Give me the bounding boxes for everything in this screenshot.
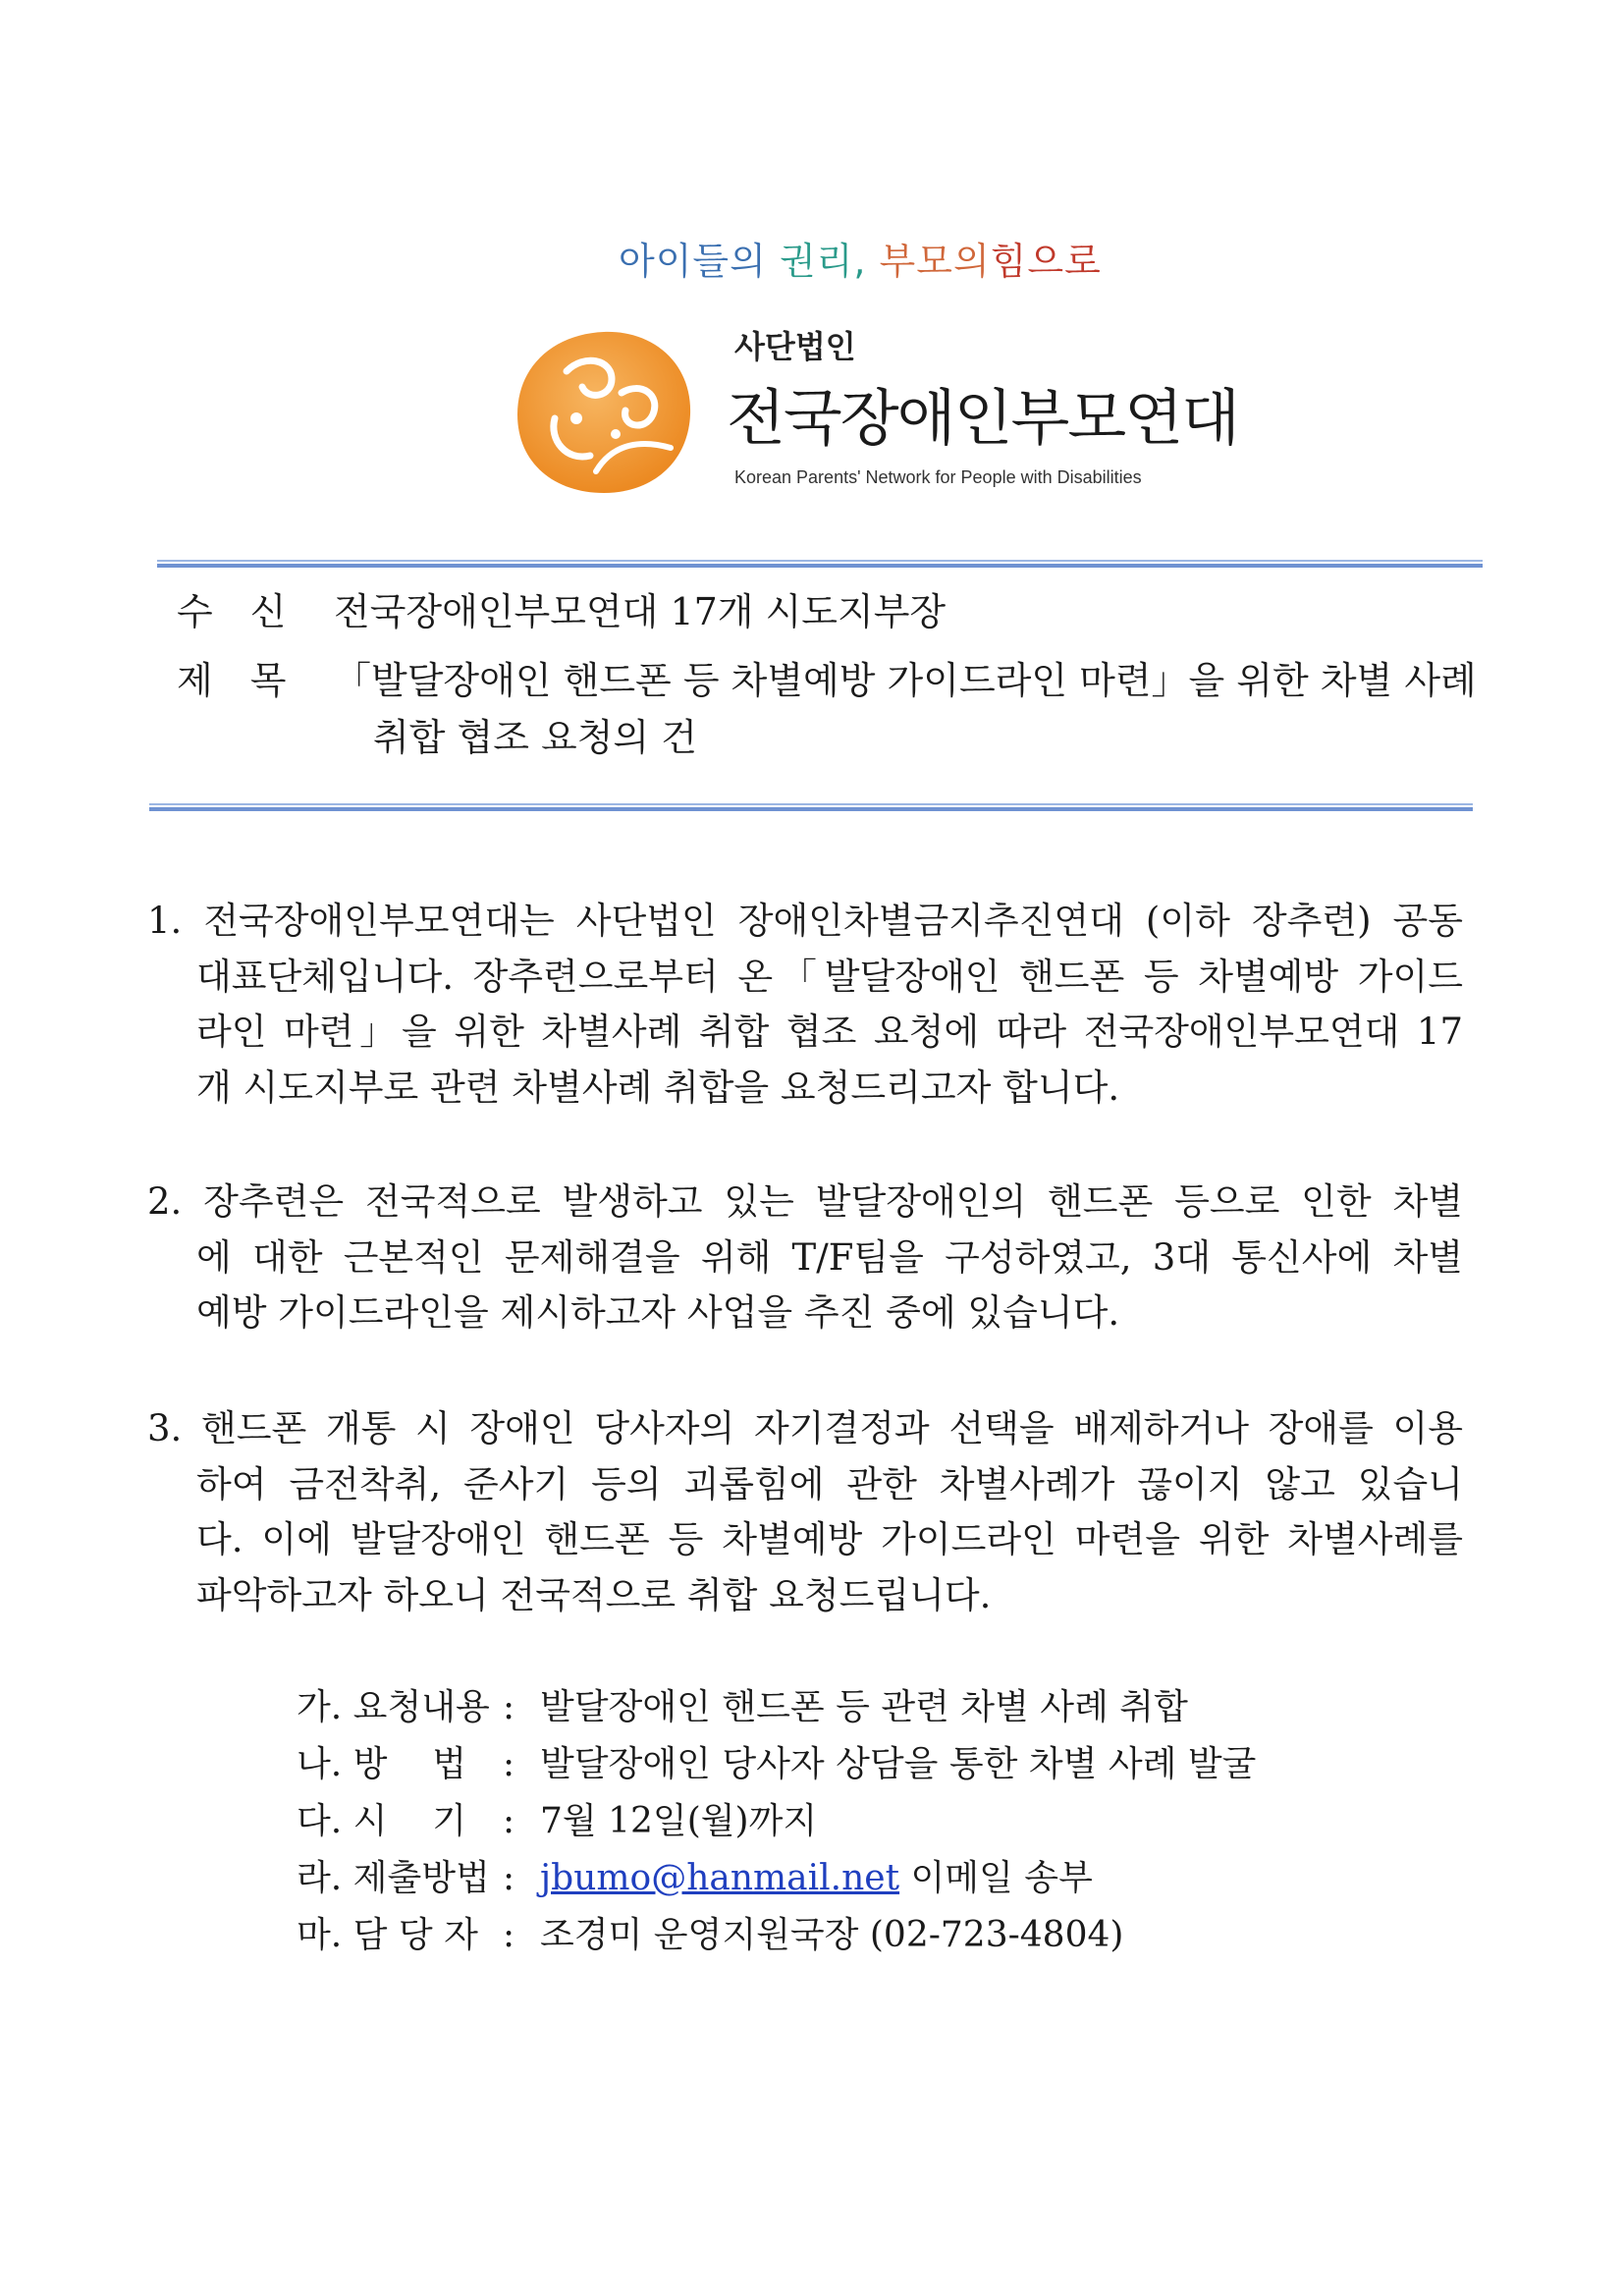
organization-logo-icon — [506, 324, 702, 501]
slogan-part-4: 힘으로 — [990, 240, 1102, 283]
recipient-value: 전국장애인부모연대 17개 시도지부장 — [334, 590, 947, 633]
detail-value: 발달장애인 핸드폰 등 관련 차별 사례 취합 — [540, 1687, 1188, 1727]
paragraph-line: 개 시도지부로 관련 차별사례 취합을 요청드리고자 합니다. — [196, 1066, 1120, 1109]
org-name: 전국장애인부모연대 — [727, 382, 1239, 454]
subject-value-line-2: 취합 협조 요청의 건 — [373, 716, 697, 759]
detail-separator: : — [503, 1687, 515, 1727]
paragraph-line: 파악하고자 하오니 전국적으로 취합 요청드립니다. — [196, 1573, 992, 1616]
slogan-part-1: 아이들의 — [619, 240, 767, 283]
header-divider-bottom — [149, 803, 1473, 811]
body-paragraph-3 — [147, 1401, 1463, 1623]
slogan — [619, 231, 1102, 285]
detail-separator: : — [503, 1858, 515, 1898]
detail-separator: : — [503, 1915, 515, 1955]
detail-row-contact — [297, 1907, 1256, 1964]
slogan-part-3: 부모의 — [879, 240, 991, 283]
header-divider-top — [157, 560, 1483, 568]
detail-value: 조경미 운영지원국장 (02-723-4804) — [540, 1915, 1124, 1955]
slogan-part-2: 권리, — [779, 240, 867, 283]
recipient-label: 수신 — [177, 590, 324, 633]
detail-row-request — [297, 1679, 1256, 1736]
paragraph-line: 2. 장추련은 전국적으로 발생하고 있는 발달장애인의 핸드폰 등으로 인한 차별 — [147, 1180, 1463, 1223]
paragraph-line: 예방 가이드라인을 제시하고자 사업을 추진 중에 있습니다. — [196, 1291, 1120, 1334]
org-type: 사단법인 — [734, 328, 856, 365]
detail-value: 이메일 송부 — [910, 1858, 1093, 1898]
submission-email-link[interactable]: jbumo@hanmail.net — [540, 1858, 900, 1898]
subject-value-line-1: 「발달장애인 핸드폰 등 차별예방 가이드라인 마련」을 위한 차별 사례 — [334, 659, 1477, 702]
detail-value: 발달장애인 당사자 상담을 통한 차별 사례 발굴 — [540, 1744, 1257, 1784]
paragraph-line: 대표단체입니다. 장추련으로부터 온「발달장애인 핸드폰 등 차별예방 가이드 — [196, 955, 1463, 998]
detail-key: 다. 시 기 — [297, 1801, 466, 1841]
detail-row-method — [297, 1736, 1256, 1793]
detail-separator: : — [503, 1801, 515, 1841]
paragraph-line: 3. 핸드폰 개통 시 장애인 당사자의 자기결정과 선택을 배제하거나 장애를 이용 — [147, 1407, 1463, 1449]
body-paragraph-2 — [147, 1175, 1463, 1341]
request-details-list — [297, 1679, 1256, 1964]
body-paragraph-1 — [147, 894, 1463, 1116]
paragraph-line: 1. 전국장애인부모연대는 사단법인 장애인차별금지추진연대 (이하 장추련) 공동 — [147, 900, 1463, 942]
subject-label: 제목 — [177, 659, 324, 702]
detail-value: 7월 12일(월)까지 — [540, 1801, 818, 1841]
detail-key: 나. 방 법 — [297, 1744, 466, 1784]
detail-key: 가. 요청내용 — [297, 1687, 490, 1727]
paragraph-line: 하여 금전착취, 준사기 등의 괴롭힘에 관한 차별사례가 끊이지 않고 있습니 — [196, 1462, 1463, 1505]
paragraph-line: 에 대한 근본적인 문제해결을 위해 T/F팀을 구성하였고, 3대 통신사에 차별 — [196, 1235, 1463, 1279]
detail-row-submission — [297, 1850, 1256, 1907]
org-name-english: Korean Parents' Network for People with Disabilities — [734, 467, 1142, 487]
detail-separator: : — [503, 1744, 515, 1784]
paragraph-line: 라인 마련」을 위한 차별사례 취합 협조 요청에 따라 전국장애인부모연대 17 — [196, 1011, 1463, 1053]
detail-key: 마. 담 당 자 — [297, 1915, 478, 1955]
paragraph-line: 다. 이에 발달장애인 핸드폰 등 차별예방 가이드라인 마련을 위한 차별사례를 — [196, 1518, 1463, 1560]
detail-row-deadline — [297, 1793, 1256, 1850]
detail-key: 라. 제출방법 — [297, 1858, 490, 1898]
